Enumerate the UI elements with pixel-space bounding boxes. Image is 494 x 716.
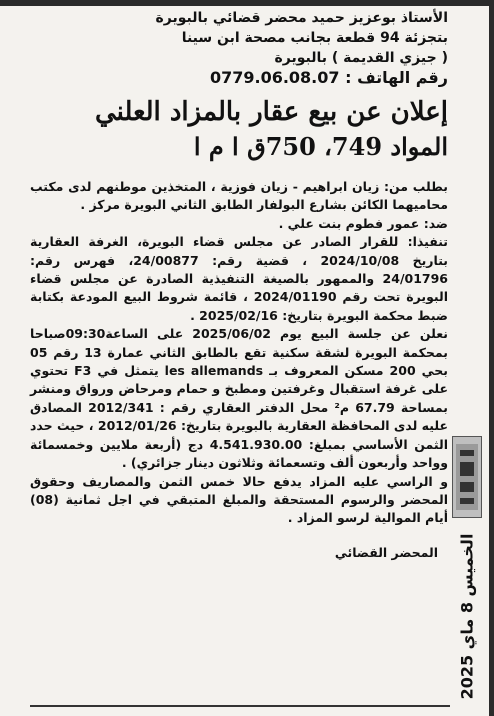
legal-notice bbox=[30, 8, 448, 562]
notice-subtitle: المواد 749، 750ق ا م ا bbox=[193, 132, 448, 161]
payment-terms-paragraph: و الراسي عليه المزاد يدفع حالا خمس الثمن والمصاريف وحقوق المحضر والرسوم المستحقة والمبلغ المتبقي في اجل ثمانية (08) أيام الموالية لرسو المزاد . bbox=[30, 473, 448, 526]
top-border-rule bbox=[0, 0, 494, 6]
issue-date bbox=[452, 526, 482, 706]
execution-paragraph: تنفيذا: للقرار الصادر عن مجلس قضاء البويرة، الغرفة العقارية بتاريخ 2024/10/08 ، قضية رقم: 24/00877، فهرس رقم: 24/01796 والممهور بالصيغة التنفيذية الصادرة عن مجلس قضاء البويرة تحت رقم 2024/01190 ، قائمة شروط البيع المودعة بكتابة ضبط محكمة البويرة بتاريخ: 2025/02/16 . bbox=[30, 234, 448, 323]
newspaper-logo bbox=[452, 436, 482, 518]
newspaper-sidebar bbox=[452, 436, 482, 706]
bailiff-address-line: بتجزئة 94 قطعة بجانب مصحة ابن سينا bbox=[181, 30, 448, 46]
phone-label: رقم الهاتف : bbox=[345, 68, 448, 87]
right-border-rule bbox=[489, 0, 494, 716]
bottom-border-rule bbox=[30, 705, 450, 707]
signature: المحضر القضائي bbox=[334, 544, 438, 560]
defendant-paragraph: ضد: عمور فطوم بنت علي . bbox=[278, 215, 448, 231]
issue-date-text: الخميس 8 ماي 2025 bbox=[457, 533, 477, 699]
phone-number: 0779.06.08.07 bbox=[209, 68, 340, 87]
sale-details-paragraph: نعلن عن جلسة البيع يوم 2025/06/02 على الساعة09:30صباحا بمحكمة البويرة لشقة سكنية تقع بالطابق الثاني عمارة 13 رقم 05 بحي 200 مسكن المعروف بـ les allemands يتمثل في F3 تحتوي على غرفة استقبال وغرفتين ومطبخ و حمام ومرحاض ورواق ومنشر بمساحة 67.79 م² محل الدفتر العقاري رقم : 2012/341 المصادق عليه لدى المحافظة العقارية بالبويرة بتاريخ: 2012/01/26 ، حيث حدد الثمن الأساسي بمبلغ: 4.541.930.00 دج (أربعة ملايين وخمسمائة وواحد وأربعون ألف وتسعمائة وثلاثون دينار جزائري) . bbox=[30, 326, 449, 471]
newspaper-logo-icon bbox=[454, 440, 480, 514]
bailiff-name-line: الأستاذ بوعزيز حميد محضر قضائي بالبويرة bbox=[155, 10, 448, 26]
notice-title: إعلان عن بيع عقار بالمزاد العلني bbox=[94, 97, 448, 127]
bailiff-phone bbox=[30, 68, 448, 88]
bailiff-address-line-2: ( جيزي القديمة ) بالبويرة bbox=[274, 50, 448, 66]
requester-paragraph: بطلب من: زيان ابراهيم - زيان فوزية ، المتخذين موطنهم لدى مكتب محاميهما الكائن بشارع البولفار الطابق الثاني البويرة مركز . bbox=[30, 179, 448, 213]
